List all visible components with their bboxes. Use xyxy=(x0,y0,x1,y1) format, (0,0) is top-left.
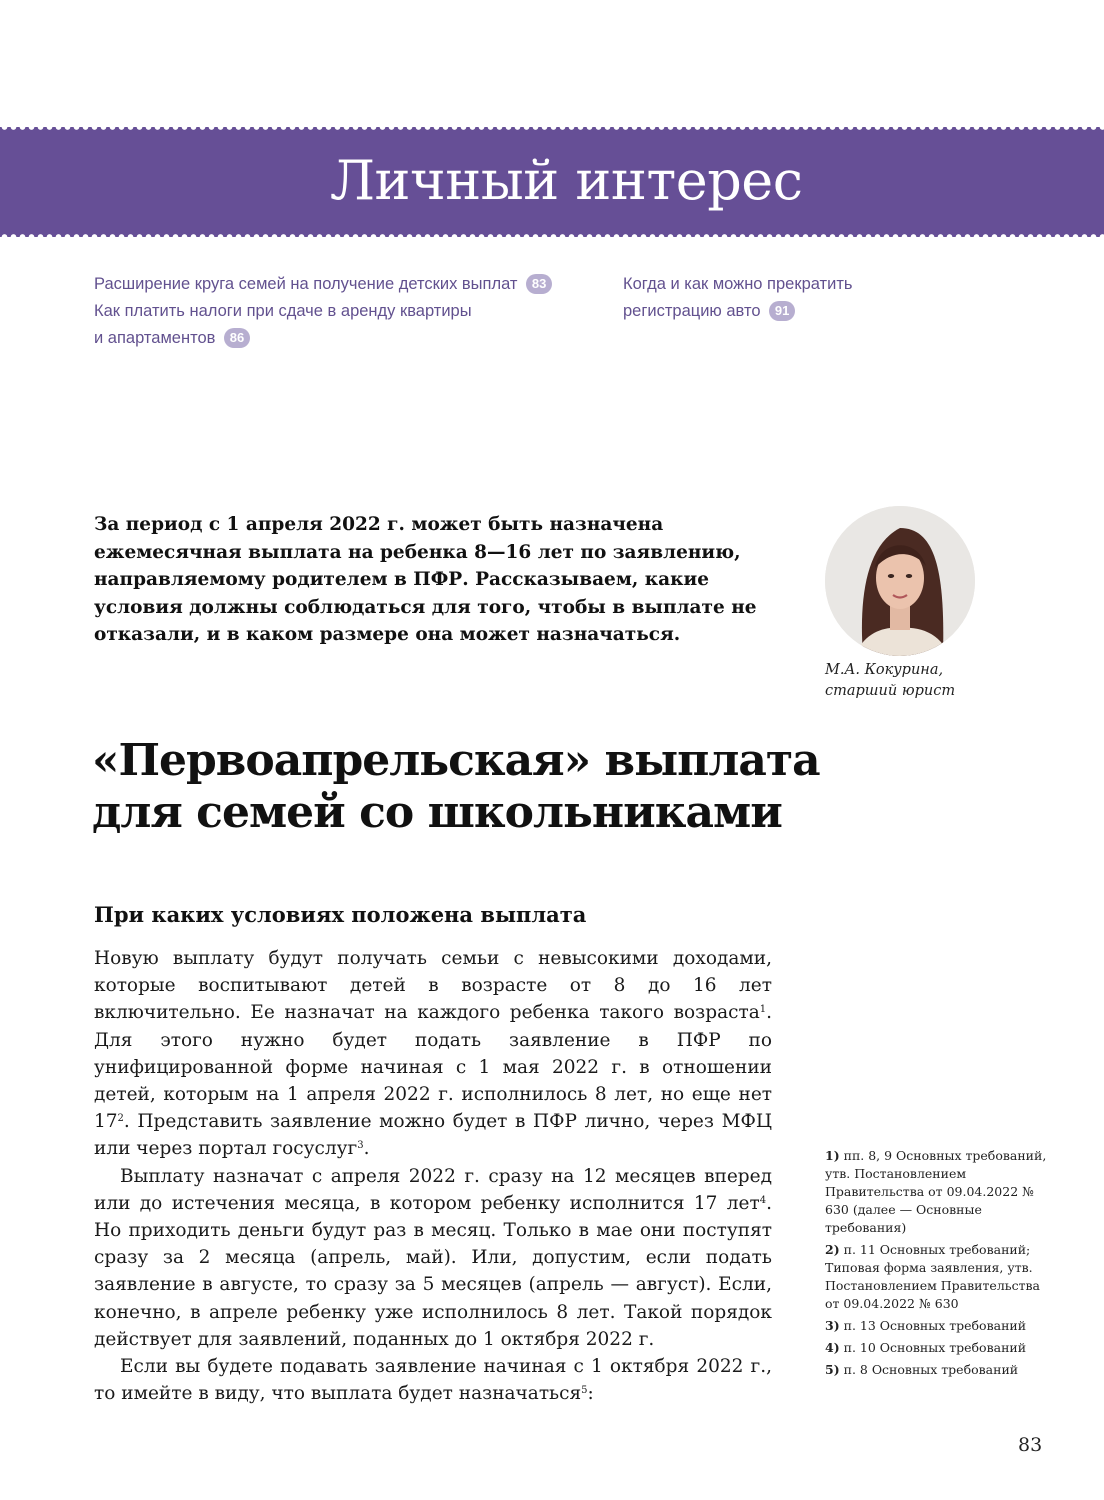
toc-right xyxy=(623,271,1043,325)
page-number: 83 xyxy=(1018,1434,1043,1456)
footnote: 1) пп. 8, 9 Основных требований, утв. Постановлением Правительства от 09.04.2022 № 630 (далее — Основные требования) xyxy=(825,1148,1047,1235)
author-photo xyxy=(825,506,975,656)
footnote: 5) п. 8 Основных требований xyxy=(825,1362,1019,1377)
section-subheading: При каких условиях положена выплата xyxy=(94,902,587,927)
footnote-ref[interactable]: 3 xyxy=(357,1140,364,1152)
footnote: 2) п. 11 Основных требований; Типовая форма заявления, утв. Постановлением Правительства от 09.04.2022 № 630 xyxy=(825,1242,1040,1311)
body-paragraph: Новую выплату будут получать семьи с невысокими доходами, которые воспитывают детей в возрасте от 8 до 16 лет включительно. Ее назначат на каждого ребенка такого возраста$^1$. Для этого нужно будет подать заявление в ПФР по унифицированной форме начиная с 1 мая 2022 г. в отношении детей, которым на 1 апреля 2022 г. исполнилось 8 лет, но еще нет $17^2$. Представить заявление можно будет в ПФР лично, через МФЦ или через портал госуслуг$^3$. xyxy=(94,948,772,1160)
body-paragraph: Выплату назначат с апреля 2022 г. сразу на 12 месяцев вперед или до истечения месяца, в котором ребенку исполнится 17 лет$^4$. Но приходить деньги будут раз в месяц. Только в мае они поступят сразу за 2 месяца (апрель, май). Или, допустим, если подать заявление в августе, то сразу за 5 месяцев (апрель — август). Если, конечно, в апреле ребенку уже исполнилось 8 лет. Такой порядок действует для заявлений, поданных до 1 октября 2022 г. xyxy=(94,1165,772,1350)
footnotes xyxy=(825,1147,1055,1383)
body-paragraph: Если вы будете подавать заявление начиная с 1 октября 2022 г., то имейте в виду, что выплата будет назначаться$^5$: xyxy=(94,1356,772,1405)
toc-item[interactable]: Расширение круга семей на получение детских выплат 83 xyxy=(94,271,614,298)
footnote: 4) п. 10 Основных требований xyxy=(825,1340,1027,1355)
page-badge: 83 xyxy=(526,274,552,294)
author-caption xyxy=(825,660,1045,702)
footnote-ref[interactable]: 2 xyxy=(117,1113,124,1125)
footnote-ref[interactable]: 1 xyxy=(759,1004,767,1016)
toc-item[interactable]: и апартаментов 86 xyxy=(94,325,614,352)
toc-item[interactable]: регистрацию авто 91 xyxy=(623,298,1043,325)
article-body xyxy=(94,945,772,1407)
lead-paragraph: За период с 1 апреля 2022 г. может быть назначена ежемесячная выплата на ребенка 8—16 лет по заявлению, направляемому родителем в ПФР. Рассказываем, какие условия должны соблюдаться для того, чтобы в выплате не отказали, и в каком размере она может назначаться. xyxy=(94,514,757,645)
toc-item[interactable]: Когда и как можно прекратить xyxy=(623,275,853,293)
footnote-ref[interactable]: 4 xyxy=(759,1194,767,1206)
section-title: Личный интерес xyxy=(330,149,803,212)
author-name: М.А. Кокурина, xyxy=(825,662,944,678)
toc-item[interactable]: Как платить налоги при сдаче в аренду квартиры xyxy=(94,302,472,320)
article-headline: «Первоапрельская» выплата для семей со школьниками xyxy=(92,735,820,838)
page-badge: 91 xyxy=(769,301,795,321)
toc-left xyxy=(94,271,614,352)
footnote-ref[interactable]: 5 xyxy=(581,1385,588,1397)
footnote: 3) п. 13 Основных требований xyxy=(825,1318,1027,1333)
author-position: старший юрист xyxy=(825,683,956,699)
page-badge: 86 xyxy=(224,328,250,348)
